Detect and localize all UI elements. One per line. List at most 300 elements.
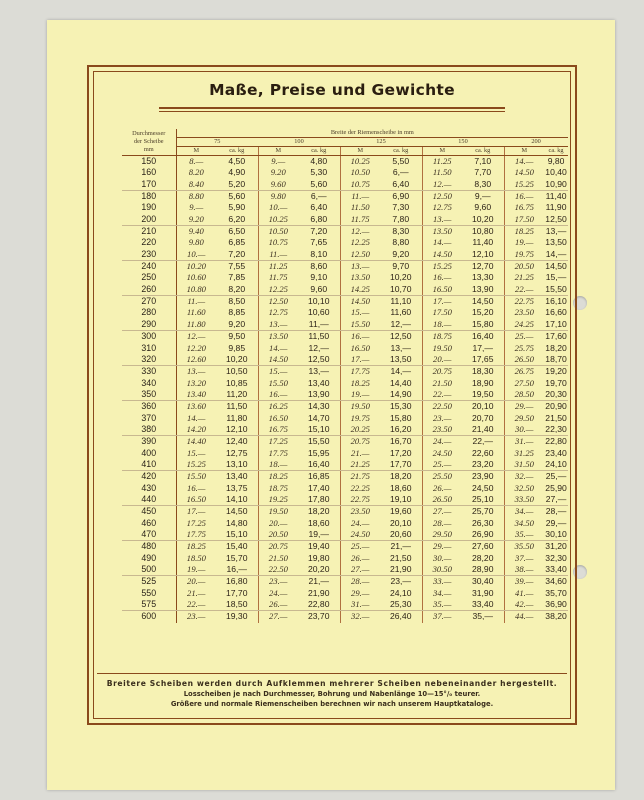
weight-cell: 12,10 [216, 424, 258, 436]
weight-cell: 10,20 [462, 214, 504, 226]
price-cell: 14.50 [422, 249, 462, 261]
price-cell: 26.— [340, 553, 380, 564]
price-cell: 24.— [258, 588, 298, 599]
price-cell: 24.50 [340, 529, 380, 541]
table-row [122, 389, 568, 401]
price-cell: 19.50 [422, 343, 462, 354]
weight-cell: 8,30 [462, 179, 504, 191]
price-cell: 19.25 [258, 494, 298, 506]
price-cell: 13.— [422, 214, 462, 226]
price-cell: 21.25 [504, 272, 544, 283]
width-header-title: Breite der Riemenscheibe in mm [176, 129, 568, 138]
price-cell: 16.— [340, 331, 380, 343]
weight-cell: 35,— [472, 611, 494, 622]
price-cell: 8.— [176, 156, 216, 168]
weight-cell: 7,10 [474, 156, 492, 166]
price-cell: 14.25 [340, 284, 380, 296]
price-cell: 31.50 [504, 459, 544, 471]
price-cell: 17.50 [422, 307, 462, 318]
table-row [122, 471, 568, 483]
price-cell: 25.— [504, 331, 544, 343]
weight-cell: 14,— [545, 248, 567, 259]
price-cell: 9.20 [258, 167, 298, 178]
price-cell: 10.— [176, 249, 216, 261]
price-cell: 11.50 [422, 167, 462, 178]
weight-cell: 18,20 [545, 342, 567, 353]
weight-cell: 11,50 [226, 401, 248, 412]
price-cell: 19.75 [340, 413, 380, 424]
weight-cell: 21,40 [462, 424, 504, 436]
price-cell: 18.25 [176, 541, 216, 553]
weight-cell: 20,20 [298, 564, 340, 576]
price-subheader: M [422, 147, 462, 156]
weight-cell: 6,40 [310, 202, 328, 213]
weight-cell: 10,90 [545, 178, 567, 189]
weight-cell: 15,30 [389, 401, 412, 412]
weight-cell: 14,40 [389, 377, 412, 388]
price-cell: 20.75 [422, 366, 462, 378]
weight-cell: 8,10 [298, 249, 340, 261]
price-cell: 15.— [258, 366, 298, 378]
weight-cell: 12,— [380, 319, 422, 331]
weight-cell: 16,60 [545, 307, 567, 318]
price-cell: 11.25 [258, 261, 298, 273]
price-cell: 12.50 [422, 191, 462, 203]
table-row [122, 167, 568, 178]
price-cell: 28.— [422, 518, 462, 529]
weight-cell: 15,10 [216, 529, 258, 541]
price-cell: 23.50 [422, 424, 462, 436]
price-cell: 24.— [340, 518, 380, 529]
weight-cell: 6,20 [216, 214, 258, 226]
price-cell: 29.50 [504, 413, 544, 424]
price-cell: 34.— [504, 506, 544, 518]
price-cell: 32.50 [504, 483, 544, 494]
price-cell: 22.— [504, 284, 544, 296]
weight-cell: 30,40 [471, 576, 494, 587]
weight-cell: 19,50 [462, 389, 504, 401]
weight-cell: 28,20 [471, 552, 494, 563]
price-cell: 15.50 [176, 471, 216, 483]
weight-cell: 12,50 [298, 354, 340, 366]
weight-cell: 22,30 [545, 423, 567, 434]
weight-cell: 15,— [545, 272, 567, 283]
weight-cell: 11,50 [308, 331, 330, 342]
diameter-header [122, 129, 176, 156]
weight-cell: 20,10 [471, 401, 494, 412]
price-cell: 22.— [422, 389, 462, 401]
diameter-cell: 450 [122, 506, 176, 518]
weight-cell: 19,30 [225, 611, 248, 622]
price-cell: 20.— [176, 576, 216, 588]
price-cell: 16.— [258, 389, 298, 401]
diameter-cell: 525 [122, 576, 176, 588]
price-cell: 16.50 [340, 343, 380, 354]
weight-cell: 22,80 [545, 436, 567, 447]
weight-cell: 25,70 [471, 506, 494, 517]
weight-cell: 28,— [545, 506, 567, 517]
price-cell: 41.— [504, 588, 544, 599]
price-cell: 35.50 [504, 541, 544, 553]
price-cell: 31.— [340, 599, 380, 611]
diameter-label-line: der Scheibe [133, 138, 164, 145]
weight-cell: 22,— [472, 436, 494, 447]
price-cell: 12.75 [422, 202, 462, 213]
weight-cell: 17,10 [545, 318, 567, 329]
diameter-cell: 575 [122, 599, 176, 611]
price-cell: 13.50 [422, 226, 462, 238]
table-row [122, 366, 568, 378]
price-cell: 14.— [422, 237, 462, 248]
price-cell: 16.75 [258, 424, 298, 436]
price-cell: 16.50 [422, 284, 462, 296]
table-row [122, 202, 568, 213]
price-cell: 30.— [422, 553, 462, 564]
weight-cell: 7,20 [310, 226, 328, 237]
weight-cell: 9,10 [310, 272, 328, 283]
price-cell: 29.50 [422, 529, 462, 541]
weight-cell: 6,— [392, 167, 409, 178]
weight-cell: 24,10 [389, 587, 412, 598]
price-cell: 29.— [504, 401, 544, 413]
price-cell: 17.75 [258, 448, 298, 459]
weight-cell: 10,85 [225, 377, 248, 388]
diameter-cell: 330 [122, 366, 176, 378]
weight-cell: 31,20 [545, 541, 567, 552]
table-row [122, 611, 568, 623]
price-cell: 20.— [258, 518, 298, 529]
weight-cell: 7,80 [380, 214, 422, 226]
table-row [122, 436, 568, 448]
width-75: 75 [176, 138, 258, 147]
width-100: 100 [258, 138, 340, 147]
weight-subheader: ca. kg [298, 147, 340, 156]
price-cell: 10.60 [176, 272, 216, 283]
table-row [122, 448, 568, 459]
weight-cell: 13,— [545, 226, 567, 237]
weight-cell: 25,— [545, 471, 567, 482]
weight-cell: 4,80 [310, 156, 328, 166]
weight-cell: 16,85 [307, 471, 330, 482]
weight-cell: 14,10 [216, 494, 258, 506]
weight-cell: 14,50 [471, 296, 494, 307]
weight-cell: 15,80 [389, 412, 412, 423]
price-cell: 11.80 [176, 319, 216, 331]
price-cell: 11.— [258, 249, 298, 261]
price-cell: 14.40 [176, 436, 216, 448]
price-cell: 12.50 [258, 296, 298, 308]
weight-cell: 13,30 [471, 272, 494, 283]
weight-cell: 15,50 [545, 283, 567, 294]
price-cell: 19.50 [340, 401, 380, 413]
diameter-cell: 370 [122, 413, 176, 424]
price-cell: 11.— [340, 191, 380, 203]
diameter-cell: 380 [122, 424, 176, 436]
price-cell: 13.60 [176, 401, 216, 413]
weight-cell: 8,85 [228, 307, 246, 318]
price-cell: 28.— [340, 576, 380, 588]
price-cell: 12.50 [340, 249, 380, 261]
weight-cell: 17,70 [225, 587, 248, 598]
price-cell: 14.— [176, 413, 216, 424]
weight-cell: 4,90 [228, 167, 246, 178]
weight-cell: 8,20 [216, 284, 258, 296]
price-cell: 20.75 [340, 436, 380, 448]
document-sheet [47, 20, 615, 790]
weight-cell: 26,40 [389, 611, 412, 622]
weight-cell: 16,40 [471, 331, 494, 342]
price-cell: 17.— [422, 296, 462, 308]
price-cell: 31.— [504, 436, 544, 448]
price-cell: 10.80 [176, 284, 216, 296]
weight-cell: 22,60 [471, 447, 494, 458]
price-cell: 13.— [340, 261, 380, 273]
price-cell: 13.— [258, 319, 298, 331]
price-cell: 16.25 [258, 401, 298, 413]
price-cell: 19.— [340, 389, 380, 401]
price-cell: 11.75 [340, 214, 380, 226]
table-row [122, 576, 568, 588]
weight-cell: 25,10 [462, 494, 504, 506]
weight-cell: 18,50 [216, 599, 258, 611]
weight-cell: 20,90 [545, 401, 567, 412]
price-cell: 8.40 [176, 179, 216, 191]
weight-cell: 17,70 [380, 459, 422, 471]
price-cell: 9.— [176, 202, 216, 213]
diameter-cell: 440 [122, 494, 176, 506]
diameter-cell: 410 [122, 459, 176, 471]
table-row [122, 179, 568, 191]
weight-cell: 10,10 [307, 296, 330, 307]
weight-cell: 25,30 [380, 599, 422, 611]
diameter-cell: 480 [122, 541, 176, 553]
weight-cell: 34,60 [545, 576, 567, 587]
price-cell: 21.50 [422, 378, 462, 389]
price-cell: 22.— [176, 599, 216, 611]
weight-cell: 11,10 [390, 296, 412, 307]
table-row [122, 214, 568, 226]
price-cell: 15.25 [176, 459, 216, 471]
weight-cell: 16,10 [545, 296, 567, 307]
price-cell: 21.50 [258, 553, 298, 564]
price-cell: 19.75 [504, 249, 544, 261]
price-cell: 22.25 [340, 483, 380, 494]
weight-cell: 12,50 [389, 331, 412, 342]
price-cell: 27.— [340, 564, 380, 576]
price-cell: 18.75 [422, 331, 462, 343]
page-title: Maße, Preise und Gewichte [209, 81, 455, 99]
table-row [122, 284, 568, 296]
weight-cell: 20,30 [545, 388, 567, 399]
price-cell: 27.50 [504, 378, 544, 389]
weight-cell: 13,10 [216, 459, 258, 471]
weight-cell: 7,30 [392, 202, 410, 213]
price-cell: 20.75 [258, 541, 298, 553]
weight-cell: 19,— [298, 529, 340, 541]
diameter-cell: 270 [122, 296, 176, 308]
price-cell: 22.50 [258, 564, 298, 576]
diameter-cell: 230 [122, 249, 176, 261]
weight-cell: 21,— [308, 576, 330, 587]
price-subheader: M [258, 147, 298, 156]
weight-cell: 9,— [474, 191, 491, 202]
weight-cell: 10,20 [389, 272, 412, 283]
table-row [122, 518, 568, 529]
weight-cell: 12,75 [225, 447, 248, 458]
weight-cell: 9,60 [474, 202, 492, 213]
table-row [122, 237, 568, 248]
weight-cell: 18,70 [545, 353, 567, 364]
weight-cell: 21,50 [389, 552, 412, 563]
weight-cell: 13,40 [225, 471, 248, 482]
weight-cell: 17,65 [462, 354, 504, 366]
weight-cell: 23,40 [545, 447, 567, 458]
weight-cell: 12,40 [225, 436, 248, 447]
price-cell: 11.75 [258, 272, 298, 283]
price-cell: 10.20 [176, 261, 216, 273]
price-cell: 34.— [422, 588, 462, 599]
price-cell: 17.75 [176, 529, 216, 541]
price-cell: 12.60 [176, 354, 216, 366]
price-cell: 33.— [422, 576, 462, 588]
weight-cell: 16,20 [380, 424, 422, 436]
weight-cell: 14,30 [307, 401, 330, 412]
price-cell: 25.— [340, 541, 380, 553]
diameter-cell: 350 [122, 389, 176, 401]
weight-cell: 6,85 [228, 237, 246, 248]
price-cell: 14.20 [176, 424, 216, 436]
price-cell: 44.— [504, 611, 544, 623]
price-cell: 31.25 [504, 448, 544, 459]
price-cell: 32.— [504, 471, 544, 483]
price-cell: 14.— [504, 156, 544, 168]
price-cell: 12.— [422, 179, 462, 191]
weight-cell: 16,80 [225, 576, 248, 587]
price-cell: 25.50 [422, 471, 462, 483]
price-cell: 25.75 [504, 343, 544, 354]
table-row [122, 307, 568, 318]
weight-cell: 9,80 [547, 156, 565, 166]
weight-cell: 11,20 [216, 389, 258, 401]
price-cell: 12.— [176, 331, 216, 343]
price-cell: 29.— [340, 588, 380, 599]
weight-cell: 25,90 [545, 482, 567, 493]
weight-cell: 6,50 [228, 226, 246, 237]
weight-cell: 27,— [545, 493, 567, 504]
diameter-cell: 470 [122, 529, 176, 541]
price-cell: 18.25 [258, 471, 298, 483]
weight-cell: 33,40 [545, 564, 567, 575]
weight-cell: 26,30 [471, 517, 494, 528]
weight-cell: 12,10 [462, 249, 504, 261]
price-cell: 16.50 [258, 413, 298, 424]
diameter-cell: 360 [122, 401, 176, 413]
table-body [122, 156, 568, 623]
price-cell: 11.60 [176, 307, 216, 318]
diameter-cell: 290 [122, 319, 176, 331]
price-cell: 18.25 [340, 378, 380, 389]
weight-cell: 20,60 [380, 529, 422, 541]
weight-cell: 6,90 [392, 191, 410, 202]
price-cell: 18.— [258, 459, 298, 471]
weight-cell: 24,10 [545, 458, 567, 469]
price-cell: 16.50 [176, 494, 216, 506]
price-cell: 21.— [340, 448, 380, 459]
price-cell: 13.40 [176, 389, 216, 401]
weight-cell: 14,80 [225, 517, 248, 528]
price-cell: 17.25 [258, 436, 298, 448]
weight-cell: 17,— [472, 342, 494, 353]
weight-cell: 23,— [390, 576, 412, 587]
weight-cell: 19,70 [545, 377, 567, 388]
weight-subheader: ca. kg [462, 147, 504, 156]
diameter-cell: 280 [122, 307, 176, 318]
price-cell: 26.75 [504, 366, 544, 378]
notes-divider [97, 673, 567, 674]
price-cell: 18.25 [504, 226, 544, 238]
price-cell: 33.50 [504, 494, 544, 506]
table-row [122, 553, 568, 564]
weight-cell: 10,20 [216, 354, 258, 366]
weight-cell: 12,— [308, 342, 330, 353]
price-cell: 15.50 [258, 378, 298, 389]
table-row [122, 599, 568, 611]
price-cell: 13.20 [176, 378, 216, 389]
price-cell: 23.50 [504, 307, 544, 318]
table-row [122, 319, 568, 331]
weight-cell: 10,40 [545, 167, 567, 178]
diameter-cell: 490 [122, 553, 176, 564]
weight-cell: 17,40 [307, 482, 330, 493]
table-row [122, 354, 568, 366]
table-row [122, 261, 568, 273]
price-cell: 18.75 [258, 483, 298, 494]
weight-cell: 18,60 [389, 482, 412, 493]
price-cell: 19.50 [258, 506, 298, 518]
title-divider [159, 107, 505, 109]
diameter-cell: 210 [122, 226, 176, 238]
table-row [122, 506, 568, 518]
weight-cell: 27,60 [471, 541, 494, 552]
price-table [122, 129, 568, 623]
weight-cell: 15,50 [307, 436, 330, 447]
weight-cell: 9,20 [216, 319, 258, 331]
price-cell: 8.20 [176, 167, 216, 178]
weight-cell: 19,10 [380, 494, 422, 506]
weight-cell: 11,90 [545, 202, 567, 213]
width-150: 150 [422, 138, 504, 147]
weight-cell: 7,65 [310, 237, 328, 248]
weight-cell: 13,— [308, 366, 330, 377]
price-subheader: M [176, 147, 216, 156]
price-cell: 20.50 [258, 529, 298, 541]
diameter-label-line: Durchmesser [132, 130, 166, 137]
weight-cell: 22,80 [298, 599, 340, 611]
weight-cell: 13,90 [462, 284, 504, 296]
diameter-cell: 250 [122, 272, 176, 283]
price-cell: 26.50 [504, 354, 544, 366]
price-cell: 22.75 [504, 296, 544, 308]
price-cell: 30.— [504, 424, 544, 436]
weight-cell: 15,95 [307, 447, 330, 458]
weight-cell: 5,50 [392, 156, 410, 166]
price-cell: 37.— [422, 611, 462, 623]
diameter-cell: 200 [122, 214, 176, 226]
price-cell: 10.75 [258, 237, 298, 248]
weight-cell: 23,90 [471, 471, 494, 482]
weight-cell: 10,80 [471, 226, 494, 237]
diameter-cell: 180 [122, 191, 176, 203]
